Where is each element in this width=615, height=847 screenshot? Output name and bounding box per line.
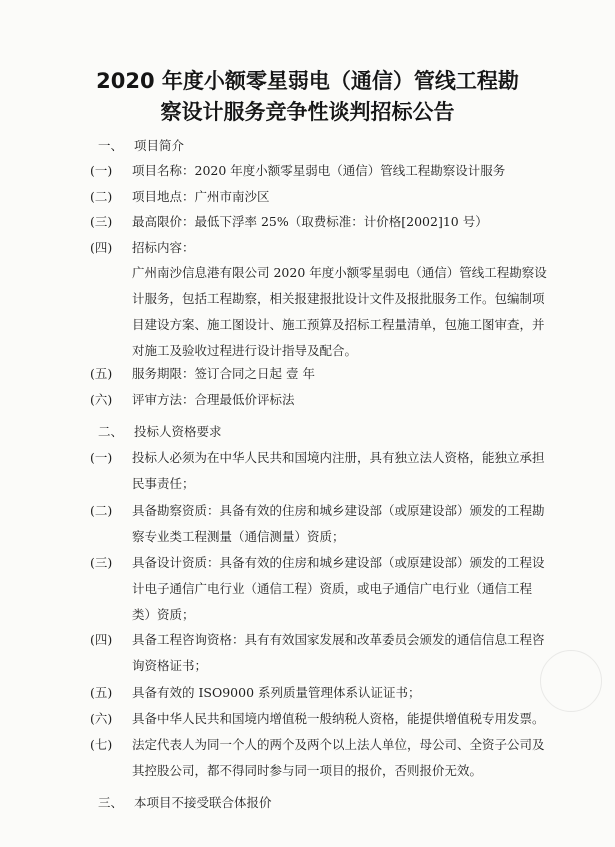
section-number: 三、 (98, 795, 124, 810)
section-number: 二、 (98, 424, 124, 439)
item-text: 最高限价：最低下浮率 25%（取费标准：计价格[2002]10 号） (132, 214, 488, 229)
item-number: (一) (90, 450, 113, 465)
item-text: 具备勘察资质：具备有效的住房和城乡建设部（或原建设部）颁发的工程勘 (132, 503, 545, 518)
item-text: 询资格证书； (132, 658, 208, 673)
item-number: (五) (90, 366, 113, 381)
description-line: 对施工及验收过程进行设计指导及配合。 (132, 343, 358, 358)
tender-content-description (132, 265, 547, 369)
item-number: (四) (90, 240, 113, 255)
description-line: 广州南沙信息港有限公司 2020 年度小额零星弱电（通信）管线工程勘察设 (132, 265, 547, 280)
document-title-line-1: 2020 年度小额零星弱电（通信）管线工程勘 (96, 69, 519, 93)
item-text: 法定代表人为同一个人的两个及两个以上法人单位，母公司、全资子公司及 (132, 737, 545, 752)
item-text: 项目地点：广州市南沙区 (132, 189, 270, 204)
section-heading (98, 424, 222, 440)
item-text: 民事责任； (132, 476, 195, 491)
item-text: 项目名称：2020 年度小额零星弱电（通信）管线工程勘察设计服务 (132, 163, 506, 178)
item-number: (五) (90, 685, 113, 700)
item-text: 评审方法：合理最低价评标法 (132, 392, 295, 407)
item-number: (四) (90, 632, 113, 647)
document-title-line-2: 察设计服务竞争性谈判招标公告 (160, 100, 455, 124)
description-line: 目建设方案、施工图设计、施工预算及招标工程量清单，包施工图审查，并 (132, 317, 545, 332)
item-number: (二) (90, 189, 113, 204)
item-text: 具备设计资质：具备有效的住房和城乡建设部（或原建设部）颁发的工程设 (132, 555, 545, 570)
item-text: 投标人必须为在中华人民共和国境内注册，具有独立法人资格，能独立承担 (132, 450, 545, 465)
item-number: (七) (90, 737, 113, 752)
item-text: 具备工程咨询资格：具有有效国家发展和改革委员会颁发的通信信息工程咨 (132, 632, 545, 647)
item-number: (一) (90, 163, 113, 178)
item-number: (三) (90, 555, 113, 570)
item-text: 招标内容： (132, 240, 195, 255)
section-title: 项目简介 (134, 138, 185, 153)
item-text: 服务期限：签订合同之日起 壹 年 (132, 366, 315, 381)
item-number: (三) (90, 214, 113, 229)
item-text: 其控股公司，都不得同时参与同一项目的报价，否则报价无效。 (132, 763, 483, 778)
faint-seal-mark (540, 650, 602, 712)
item-text: 具备有效的 ISO9000 系列质量管理体系认证证书； (132, 685, 421, 700)
section-heading (98, 138, 184, 154)
item-number: (二) (90, 503, 113, 518)
item-text: 具备中华人民共和国境内增值税一般纳税人资格，能提供增值税专用发票。 (132, 711, 545, 726)
section-number: 一、 (98, 138, 124, 153)
section-heading (98, 795, 272, 811)
description-line: 计服务，包括工程勘察，相关报建报批设计文件及报批服务工作。包编制项 (132, 291, 545, 306)
section-title: 本项目不接受联合体报价 (134, 795, 272, 810)
item-text: 计电子通信广电行业（通信工程）资质，或电子通信广电行业（通信工程 (132, 581, 533, 596)
item-text: 类）资质； (132, 607, 195, 622)
item-number: (六) (90, 711, 113, 726)
section-title: 投标人资格要求 (134, 424, 222, 439)
item-number: (六) (90, 392, 113, 407)
item-text: 察专业类工程测量（通信测量）资质； (132, 529, 345, 544)
